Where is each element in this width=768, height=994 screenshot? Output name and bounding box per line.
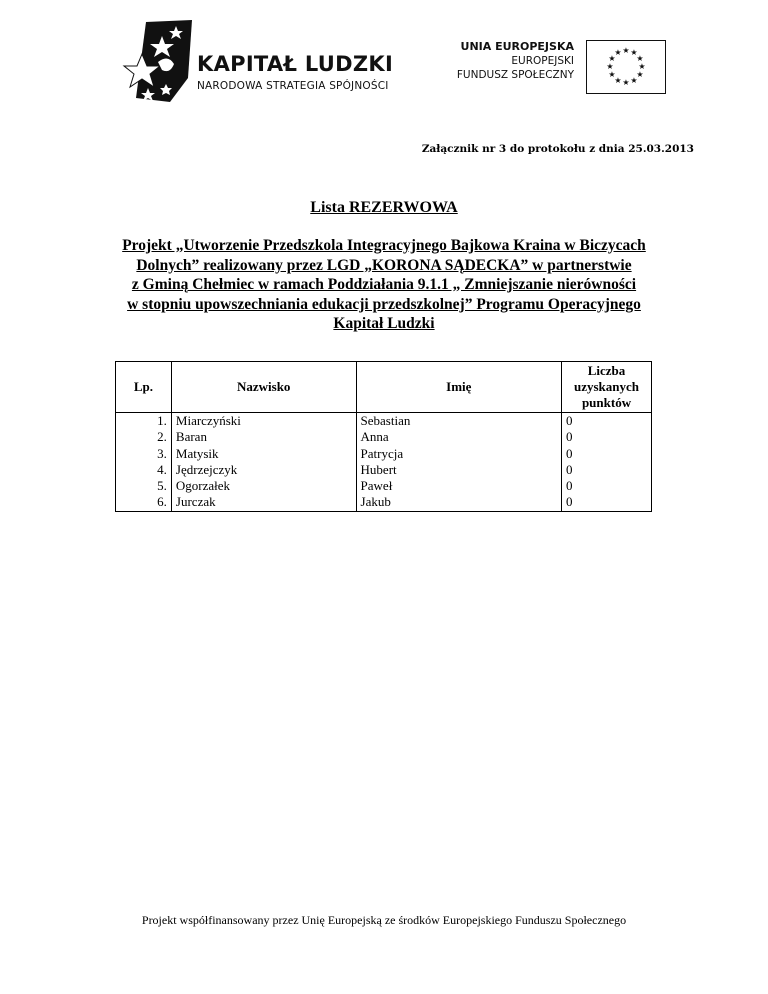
name-line: Jakub — [360, 494, 391, 510]
lp-cell — [116, 413, 172, 512]
surname-line: Ogorzałek — [175, 478, 231, 494]
svg-text:★: ★ — [622, 46, 630, 55]
name-line: Paweł — [360, 478, 393, 494]
lp-line: 2. — [157, 429, 167, 445]
reserve-list-table — [115, 361, 652, 512]
svg-text:★: ★ — [630, 76, 638, 85]
header-name: Imię — [356, 362, 562, 413]
surname-line: Baran — [175, 429, 207, 445]
name-line: Anna — [360, 429, 389, 445]
project-line: w stopniu upowszechniania edukacji przedszkolnej” Programu Operacyjnego — [127, 295, 641, 313]
surname-line: Miarczyński — [175, 413, 241, 428]
points-line: 0 — [566, 461, 573, 477]
svg-text:★: ★ — [608, 70, 616, 79]
svg-text:★: ★ — [630, 48, 638, 57]
eu-fund-line2: FUNDUSZ SPOŁECZNY — [456, 69, 574, 81]
header-points-line: Liczba — [587, 363, 626, 378]
eu-name: UNIA EUROPEJSKA — [460, 40, 574, 53]
points-line: 0 — [566, 478, 573, 494]
svg-text:★: ★ — [636, 54, 644, 63]
header-points — [562, 362, 652, 413]
lp-line: 3. — [157, 445, 167, 461]
kapital-ludzki-logo — [118, 18, 398, 108]
name-line: Hubert — [360, 461, 397, 477]
header-lp: Lp. — [116, 362, 172, 413]
kapital-ludzki-subtitle: NARODOWA STRATEGIA SPÓJNOŚCI — [197, 80, 389, 92]
project-line: Dolnych” realizowany przez LGD „KORONA SĄDECKA” w partnerstwie — [136, 256, 632, 274]
surname-cell — [171, 413, 356, 512]
kapital-ludzki-title: KAPITAŁ LUDZKI — [197, 52, 394, 76]
eu-fund-line1: EUROPEJSKI — [511, 55, 574, 67]
surname-line: Matysik — [175, 445, 219, 461]
surname-line: Jędrzejczyk — [175, 461, 238, 477]
eu-flag-icon — [586, 40, 666, 94]
svg-text:★: ★ — [614, 76, 622, 85]
svg-text:★: ★ — [614, 48, 622, 57]
surname-line: Jurczak — [175, 494, 216, 510]
project-line: z Gminą Chełmiec w ramach Poddziałania 9.1.1 „ Zmniejszanie nierówności — [131, 276, 637, 293]
name-cell — [356, 413, 562, 512]
eu-logo — [448, 40, 668, 100]
lp-line: 1. — [157, 413, 167, 428]
points-line: 0 — [566, 429, 573, 445]
list-title: Lista REZERWOWA — [310, 199, 458, 216]
lp-line: 6. — [157, 494, 167, 510]
name-line: Patrycja — [360, 445, 404, 461]
points-line: 0 — [566, 494, 573, 510]
table-header-row — [116, 362, 652, 413]
header-surname: Nazwisko — [171, 362, 356, 413]
project-line: Projekt „Utworzenie Przedszkola Integracyjnego Bajkowa Kraina w Biczycach — [122, 237, 646, 254]
kapital-ludzki-emblem-icon — [118, 18, 196, 106]
table-row — [116, 413, 652, 512]
header-points-line: uzyskanych — [574, 379, 640, 394]
points-line: 0 — [566, 445, 573, 461]
lp-line: 4. — [157, 461, 167, 477]
svg-text:★: ★ — [606, 62, 614, 71]
svg-text:★: ★ — [608, 54, 616, 63]
svg-text:★: ★ — [636, 70, 644, 79]
eu-logo-text — [457, 40, 574, 82]
footer-funding-note: Projekt współfinansowany przez Unię Europejską ze środków Europejskiego Funduszu Społecznego — [141, 913, 627, 927]
project-line: Kapitał Ludzki — [333, 315, 435, 332]
project-description — [40, 236, 728, 334]
points-cell — [562, 413, 652, 512]
header-points-line: punktów — [581, 395, 632, 410]
annex-reference: Załącznik nr 3 do protokołu z dnia 25.03.2013 — [421, 143, 694, 155]
points-line: 0 — [566, 413, 573, 428]
name-line: Sebastian — [360, 413, 411, 428]
svg-text:★: ★ — [622, 78, 630, 87]
lp-line: 5. — [157, 478, 167, 494]
svg-text:★: ★ — [638, 62, 646, 71]
